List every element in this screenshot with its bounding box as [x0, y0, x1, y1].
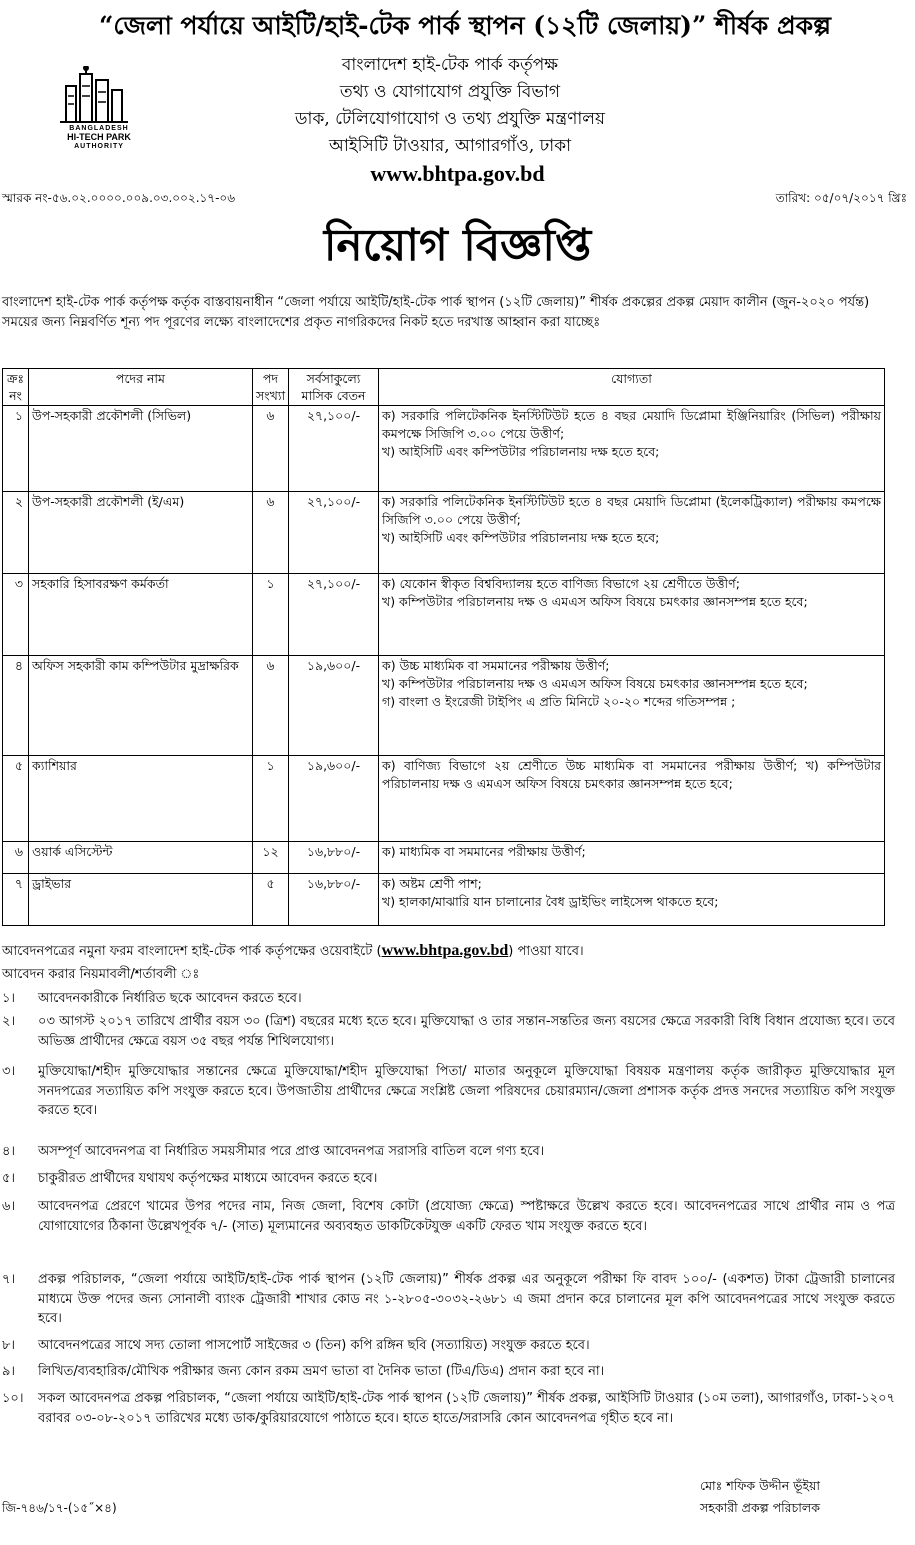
print-reference-code: জি-৭৪৬/১৭-(১৫˝×৪): [2, 1501, 117, 1515]
table-header-row: [3, 369, 885, 406]
cell-post-name: উপ-সহকারী প্রকৌশলী (সিভিল): [29, 406, 253, 492]
table-row: [3, 756, 885, 842]
cell-post-name: ড্রাইভার: [29, 874, 253, 926]
cell-post-name: ওয়ার্ক এসিস্টেন্ট: [29, 842, 253, 874]
cell-qualification: ক) সরকারি পলিটেকনিক ইনস্টিটিউট হতে ৪ বছর মেয়াদি ডিপ্লোমা ইঞ্জিনিয়ারিং (সিভিল) পরীক্ষায় কমপক্ষে সিজিপি ৩.০০ পেয়ে উত্তীর্ণ; খ) আইসিটি এবং কম্পিউটার পরিচালনায় দক্ষ হতে হবে;: [379, 406, 885, 492]
project-title: “জেলা পর্যায়ে আইটি/হাই-টেক পার্ক স্থাপন (১২টি জেলায়)” শীর্ষক প্রকল্প: [99, 11, 831, 40]
rule-text: আবেদনপত্র প্রেরণে খামের উপর পদের নাম, নিজ জেলা, বিশেষ কোটা (প্রযোজ্য ক্ষেত্রে) স্পষ্টাক্ষরে উল্লেখ করতে হবে। আবেদনপত্রের সাথে প্রার্থীর নাম ও পত্র যোগাযোগের ঠিকানা উল্লেখপূর্বক ৭/- (সাত) মূল্যমানের অব্যবহৃত ডাকটিকেটযুক্ত একটি ফেরত খাম সংযুক্ত করতে হবে।: [38, 1199, 895, 1234]
cell-serial: ২: [3, 492, 29, 574]
logo-text-line2: HI-TECH PARK: [67, 132, 131, 142]
cell-post-name: অফিস সহকারী কাম কম্পিউটার মুদ্রাক্ষরিক: [29, 656, 253, 756]
rule-text: সকল আবেদনপত্র প্রকল্প পরিচালক, “জেলা পর্যায়ে আইটি/হাই-টেক পার্ক স্থাপন (১২টি জেলায়)” শীর্ষক প্রকল্প, আইসিটি টাওয়ার (১০ম তলা), আগারগাঁও, ঢাকা-১২০৭ বরাবর ০৩-০৮-২০১৭ তারিখের মধ্যে ডাক/কুরিয়ারযোগে পাঠাতে হবে। হাতে হাতে/সরাসরি কোন আবেদনপত্র গৃহীত হবে না।: [38, 1391, 895, 1426]
header-serial: ক্রঃ নং: [3, 369, 29, 406]
rule-text: আবেদনকারীকে নির্ধারিত ছকে আবেদন করতে হবে।: [38, 991, 302, 1006]
cell-serial: ১: [3, 406, 29, 492]
cell-qualification: ক) মাধ্যমিক বা সমমানের পরীক্ষায় উত্তীর্ণ;: [379, 842, 885, 874]
cell-serial: ৬: [3, 842, 29, 874]
application-form-note: [2, 941, 902, 962]
cell-post-count: ৬: [253, 406, 289, 492]
org-line-3: ডাক, টেলিযোগাযোগ ও তথ্য প্রযুক্তি মন্ত্রণালয়: [295, 109, 605, 129]
cell-qualification: ক) অষ্টম শ্রেণী পাশ; খ) হালকা/মাঝারি যান চালানোর বৈধ ড্রাইভিং লাইসেন্স থাকতে হবে;: [379, 874, 885, 926]
cell-post-name: ক্যাশিয়ার: [29, 756, 253, 842]
signature-block: [650, 1475, 870, 1519]
cell-qualification: ক) সরকারি পলিটেকনিক ইনস্টিটিউট হতে ৪ বছর মেয়াদি ডিপ্লোমা (ইলেকট্রিক্যাল) পরীক্ষায় কমপক্ষে সিজিপি ৩.০০ পেয়ে উত্তীর্ণ; খ) আইসিটি এবং কম্পিউটার পরিচালনায় দক্ষ হতে হবে;: [379, 492, 885, 574]
bhtpa-logo-icon: [48, 66, 148, 126]
memo-number: স্মারক নং-৫৬.০২.০০০০.০০৯.০৩.০০২.১৭-০৬: [2, 191, 236, 205]
rule-text: প্রকল্প পরিচালক, “জেলা পর্যায়ে আইটি/হাই-টেক পার্ক স্থাপন (১২টি জেলায়)” শীর্ষক প্রকল্প এর অনুকূলে পরীক্ষা ফি বাবদ ১০০/- (একশত) টাকা ট্রেজারী চালানের মাধ্যমে উক্ত পদের জন্য সোনালী ব্যাংক ট্রেজারী শাখার কোড নং ১-২৮০৫-৩০৩২-২৬৮১ এ জমা প্রদান করে চালানের মূল কপি আবেদনপত্রের সাথে সংযুক্ত করতে হবে।: [38, 1272, 895, 1326]
bhtpa-logo: [48, 66, 148, 166]
notice-title: নিয়োগ বিজ্ঞপ্তি: [323, 220, 592, 271]
cell-post-name: সহকারি হিসাবরক্ষণ কর্মকর্তা: [29, 574, 253, 656]
cell-qualification: ক) যেকোন স্বীকৃত বিশ্ববিদ্যালয় হতে বাণিজ্য বিভাগে ২য় শ্রেণীতে উত্তীর্ণ; খ) কম্পিউটার পরিচালনায় দক্ষ ও এমএস অফিস বিষয়ে চমৎকার জ্ঞানসম্পন্ন হতে হবে;: [379, 574, 885, 656]
rule-number: ২।: [2, 1014, 16, 1029]
notice-date: তারিখ: ০৫/০৭/২০১৭ খ্রিঃ: [775, 191, 907, 205]
intro-paragraph: বাংলাদেশ হাই-টেক পার্ক কর্তৃপক্ষ কর্তৃক বাস্তবায়নাধীন “জেলা পর্যায়ে আইটি/হাই-টেক পার্ক স্থাপন (১২টি জেলায়)” শীর্ষক প্রকল্পের প্রকল্প মেয়াদ কালীন (জুন-২০২০ পর্যন্ত) সময়ের জন্য নিম্নবর্ণিত শূন্য পদ পূরণের লক্ষ্যে বাংলাদেশের প্রকৃত নাগরিকদের নিকট হতে দরখাস্ত আহ্বান করা যাচ্ছেঃ: [2, 295, 870, 330]
cell-salary: ১৯,৬০০/-: [289, 656, 379, 756]
table-row: [3, 656, 885, 756]
cell-serial: ৪: [3, 656, 29, 756]
signatory-title: সহকারী প্রকল্প পরিচালক: [700, 1500, 820, 1515]
table-row: [3, 574, 885, 656]
cell-post-count: ১২: [253, 842, 289, 874]
cell-serial: ৭: [3, 874, 29, 926]
rules-title: আবেদন করার নিয়মাবলী/শর্তাবলী ঃ: [2, 967, 200, 982]
header-post-name: পদের নাম: [29, 369, 253, 406]
signatory-name: মোঃ শফিক উদ্দীন ভূঁইয়া: [700, 1478, 820, 1493]
table-row: [3, 842, 885, 874]
rule-text: চাকুরীরত প্রার্থীদের যথাযথ কর্তৃপক্ষের মাধ্যমে আবেদন করতে হবে।: [38, 1171, 378, 1186]
cell-serial: ৩: [3, 574, 29, 656]
cell-post-count: ৬: [253, 492, 289, 574]
rule-text: লিখিত/ব্যবহারিক/মৌখিক পরীক্ষার জন্য কোন রকম ভ্রমণ ভাতা বা দৈনিক ভাতা (টিএ/ডিএ) প্রদান করা হবে না।: [38, 1364, 605, 1379]
rule-number: ৮।: [2, 1338, 16, 1353]
cell-salary: ২৭,১০০/-: [289, 574, 379, 656]
cell-post-count: ১: [253, 756, 289, 842]
cell-qualification: ক) বাণিজ্য বিভাগে ২য় শ্রেণীতে উচ্চ মাধ্যমিক বা সমমানের পরীক্ষায় উত্তীর্ণ; খ) কম্পিউটার পরিচালনায় দক্ষ ও এমএস অফিস বিষয়ে চমৎকার জ্ঞানসম্পন্ন হতে হবে;: [379, 756, 885, 842]
rule-text: অসম্পূর্ণ আবেদনপত্র বা নির্ধারিত সময়সীমার পরে প্রাপ্ত আবেদনপত্র সরাসরি বাতিল বলে গণ্য হবে।: [38, 1144, 545, 1159]
header-qualification: যোগ্যতা: [379, 369, 885, 406]
cell-salary: ২৭,১০০/-: [289, 406, 379, 492]
logo-text: [44, 124, 154, 151]
rule-number: ৬।: [2, 1199, 16, 1214]
table-row: [3, 406, 885, 492]
cell-qualification: ক) উচ্চ মাধ্যমিক বা সমমানের পরীক্ষায় উত্তীর্ণ; খ) কম্পিউটার পরিচালনায় দক্ষ ও এমএস অফিস বিষয়ে চমৎকার জ্ঞানসম্পন্ন হতে হবে; গ) বাংলা ও ইংরেজী টাইপিং এ প্রতি মিনিটে ২০-২০ শব্দের গতিসম্পন্ন ;: [379, 656, 885, 756]
org-line-2: তথ্য ও যোগাযোগ প্রযুক্তি বিভাগ: [339, 82, 561, 102]
rule-number: ৩।: [2, 1064, 16, 1079]
cell-salary: ১৬,৮৮০/-: [289, 842, 379, 874]
cell-serial: ৫: [3, 756, 29, 842]
rule-text: আবেদনপত্রের সাথে সদ্য তোলা পাসপোর্ট সাইজের ৩ (তিন) কপি রঙ্গিন ছবি (সত্যায়িত) সংযুক্ত করতে হবে।: [38, 1338, 590, 1353]
header-salary: সর্বসাকুল্যে মাসিক বেতন: [289, 369, 379, 406]
cell-salary: ২৭,১০০/-: [289, 492, 379, 574]
cell-salary: ১৬,৮৮০/-: [289, 874, 379, 926]
rule-text: ০৩ আগস্ট ২০১৭ তারিখে প্রার্থীর বয়স ৩০ (ত্রিশ) বছরের মধ্যে হতে হবে। মুক্তিযোদ্ধা ও তার সন্তান-সন্ততির জন্য বয়সের ক্ষেত্রে সরকারী বিধি বিধান প্রযোজ্য হবে। তবে অভিজ্ঞ প্রার্থীদের ক্ষেত্রে বয়স ৩৫ বছর পর্যন্ত শিথিলযোগ্য।: [38, 1014, 895, 1049]
logo-text-line3: AUTHORITY: [74, 143, 124, 150]
cell-post-name: উপ-সহকারী প্রকৌশলী (ই/এম): [29, 492, 253, 574]
rule-text: মুক্তিযোদ্ধা/শহীদ মুক্তিযোদ্ধার সন্তানের ক্ষেত্রে মুক্তিযোদ্ধা/শহীদ মুক্তিযোদ্ধা পিতা/ মাতার অনুকূলে মুক্তিযোদ্ধা বিষয়ক মন্ত্রণালয় কর্তৃক জারীকৃত মুক্তিযোদ্ধার মূল সনদপত্রের সত্যায়িত কপি সংযুক্ত করতে হবে। উপজাতীয় প্রার্থীদের ক্ষেত্রে সংশ্লিষ্ট জেলা পরিষদের চেয়ারম্যান/জেলা প্রশাসক কর্তৃক প্রদত্ত সনদের সত্যায়িত কপি সংযুক্ত করতে হবে।: [38, 1064, 895, 1118]
organization-lines: [200, 52, 700, 160]
website-url[interactable]: www.bhtpa.gov.bd: [370, 161, 545, 186]
org-line-4: আইসিটি টাওয়ার, আগারগাঁও, ঢাকা: [328, 136, 572, 156]
cell-post-count: ৬: [253, 656, 289, 756]
rule-number: ১।: [2, 991, 16, 1006]
table-row: [3, 874, 885, 926]
table-row: [3, 492, 885, 574]
rule-number: ৪।: [2, 1144, 16, 1159]
vacancy-table: [2, 368, 885, 926]
cell-salary: ১৯,৬০০/-: [289, 756, 379, 842]
header-post-count: পদ সংখ্যা: [253, 369, 289, 406]
rule-number: ৭।: [2, 1272, 16, 1287]
form-note-text: আবেদনপত্রের নমুনা ফরম বাংলাদেশ হাই-টেক পার্ক কর্তৃপক্ষের ওয়েবাইটে (: [2, 944, 382, 959]
org-line-1: বাংলাদেশ হাই-টেক পার্ক কর্তৃপক্ষ: [341, 55, 559, 75]
rule-number: ৫।: [2, 1171, 16, 1186]
cell-post-count: ৫: [253, 874, 289, 926]
form-note-text-end: ) পাওয়া যাবে।: [508, 944, 584, 959]
logo-text-line1: BANGLADESH: [69, 125, 129, 132]
form-note-website-link[interactable]: www.bhtpa.gov.bd: [381, 942, 509, 959]
rule-number: ৯।: [2, 1364, 16, 1379]
cell-post-count: ১: [253, 574, 289, 656]
rule-number: ১০।: [2, 1391, 24, 1406]
